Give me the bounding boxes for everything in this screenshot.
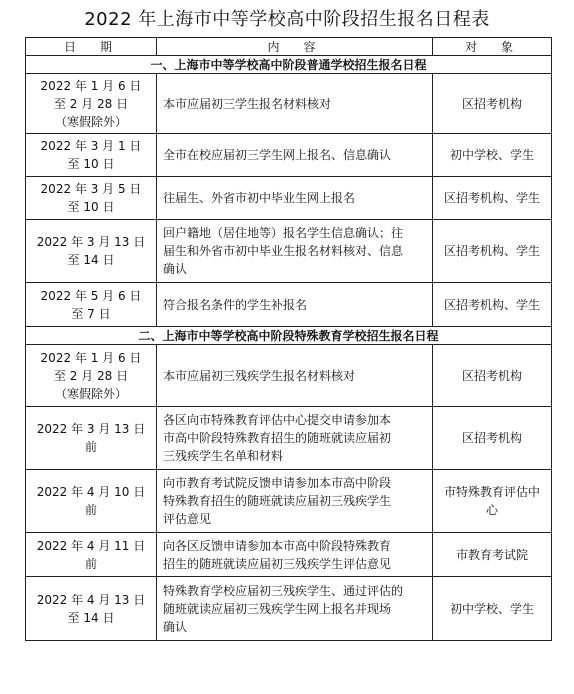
cell-target: 区招考机构 — [433, 345, 552, 407]
header-target: 对 象 — [433, 38, 552, 56]
cell-content — [157, 283, 433, 327]
cell-target: 初中学校、学生 — [433, 134, 552, 177]
table-row — [26, 283, 552, 327]
cell-date — [26, 407, 157, 470]
content-line: 确认 — [163, 262, 188, 276]
date-line: 至 10 日 — [67, 200, 115, 214]
schedule-table — [25, 37, 552, 641]
date-line: 至 2 月 28 日 — [53, 96, 129, 111]
table-row — [26, 470, 552, 533]
cell-date — [26, 533, 157, 577]
cell-date — [26, 577, 157, 641]
content-line: 三残疾学生名单和材料 — [163, 449, 284, 463]
cell-date — [26, 177, 157, 220]
cell-date — [26, 220, 157, 283]
table-row — [26, 407, 552, 470]
table-header-row — [26, 38, 552, 56]
date-line: 2022 年 3 月 13 日 — [36, 235, 146, 249]
cell-target: 区招考机构、学生 — [433, 177, 552, 220]
content-line: 评估意见 — [163, 512, 212, 526]
cell-target: 市特殊教育评估中心 — [433, 470, 552, 533]
date-line: 2022 年 5 月 6 日 — [40, 288, 142, 303]
date-line: （寒假除外） — [54, 114, 127, 129]
cell-content — [157, 220, 433, 283]
cell-content — [157, 533, 433, 577]
cell-target: 区招考机构、学生 — [433, 283, 552, 327]
table-row — [26, 533, 552, 577]
cell-target: 区招考机构、学生 — [433, 220, 552, 283]
cell-target: 区招考机构 — [433, 74, 552, 134]
content-line: 特殊教育招生的随班就读应届初三残疾学生 — [163, 494, 392, 508]
date-line: 至 14 日 — [67, 253, 115, 267]
cell-content — [157, 407, 433, 470]
cell-date — [26, 470, 157, 533]
content-line: 符合报名条件的学生补报名 — [163, 297, 308, 312]
section-heading: 一、上海市中等学校高中阶段普通学校招生报名日程 — [26, 56, 552, 74]
cell-content — [157, 134, 433, 177]
content-line: 全市在校应届初三学生网上报名、信息确认 — [163, 148, 392, 162]
table-row — [26, 345, 552, 407]
cell-content — [157, 177, 433, 220]
cell-date — [26, 345, 157, 407]
content-line: 确认 — [163, 619, 188, 634]
content-line: 招生的随班就读应届初三残疾学生评估意见 — [163, 556, 392, 571]
date-line: 2022 年 1 月 6 日 — [40, 78, 142, 93]
date-line: 2022 年 3 月 1 日 — [40, 139, 142, 153]
content-line: 市高中阶段特殊教育招生的随班就读应届初 — [163, 431, 392, 445]
table-row — [26, 577, 552, 641]
table-row — [26, 74, 552, 134]
content-line: 随班就读应届初三残疾学生网上报名并现场 — [163, 601, 392, 616]
cell-date — [26, 134, 157, 177]
cell-target: 市教育考试院 — [433, 533, 552, 577]
cell-target: 初中学校、学生 — [433, 577, 552, 641]
section-heading-row — [26, 327, 552, 345]
content-line: 本市应届初三残疾学生报名材料核对 — [163, 368, 356, 383]
cell-date — [26, 74, 157, 134]
cell-target: 区招考机构 — [433, 407, 552, 470]
content-line: 各区向市特殊教育评估中心提交申请参加本 — [163, 413, 392, 427]
date-line: 2022 年 4 月 10 日前 — [36, 485, 146, 517]
cell-content — [157, 345, 433, 407]
date-line: 至 14 日 — [67, 610, 115, 625]
date-line: 至 2 月 28 日 — [53, 368, 129, 383]
table-row — [26, 177, 552, 220]
date-line: 2022 年 3 月 13 日前 — [36, 422, 146, 454]
content-line: 回户籍地（居住地等）报名学生信息确认；往 — [163, 226, 404, 240]
date-line: （寒假除外） — [54, 386, 127, 401]
date-line: 2022 年 1 月 6 日 — [40, 350, 142, 365]
content-line: 特殊教育学校应届初三残疾学生、通过评估的 — [163, 583, 404, 598]
cell-date — [26, 283, 157, 327]
section-heading: 二、上海市中等学校高中阶段特殊教育学校招生报名日程 — [26, 327, 552, 345]
content-line: 本市应届初三学生报名材料核对 — [163, 96, 332, 111]
date-line: 2022 年 4 月 13 日 — [36, 592, 146, 607]
table-row — [26, 134, 552, 177]
content-line: 届生和外省市初中毕业生报名材料核对、信息 — [163, 244, 404, 258]
date-line: 至 7 日 — [71, 306, 111, 321]
section-heading-row — [26, 56, 552, 74]
content-line: 向各区反馈申请参加本市高中阶段特殊教育 — [163, 538, 392, 553]
cell-content — [157, 470, 433, 533]
header-date: 日 期 — [26, 38, 157, 56]
document-title: 2022 年上海市中等学校高中阶段招生报名日程表 — [84, 9, 490, 30]
table-row — [26, 220, 552, 283]
header-content: 内 容 — [157, 38, 433, 56]
table-body — [26, 56, 552, 641]
content-line: 向市教育考试院反馈申请参加本市高中阶段 — [163, 476, 392, 490]
date-line: 2022 年 4 月 11 日前 — [36, 538, 146, 571]
date-line: 2022 年 3 月 5 日 — [40, 182, 142, 196]
content-line: 往届生、外省市初中毕业生网上报名 — [163, 191, 356, 205]
date-line: 至 10 日 — [67, 157, 115, 171]
cell-content — [157, 577, 433, 641]
cell-content — [157, 74, 433, 134]
